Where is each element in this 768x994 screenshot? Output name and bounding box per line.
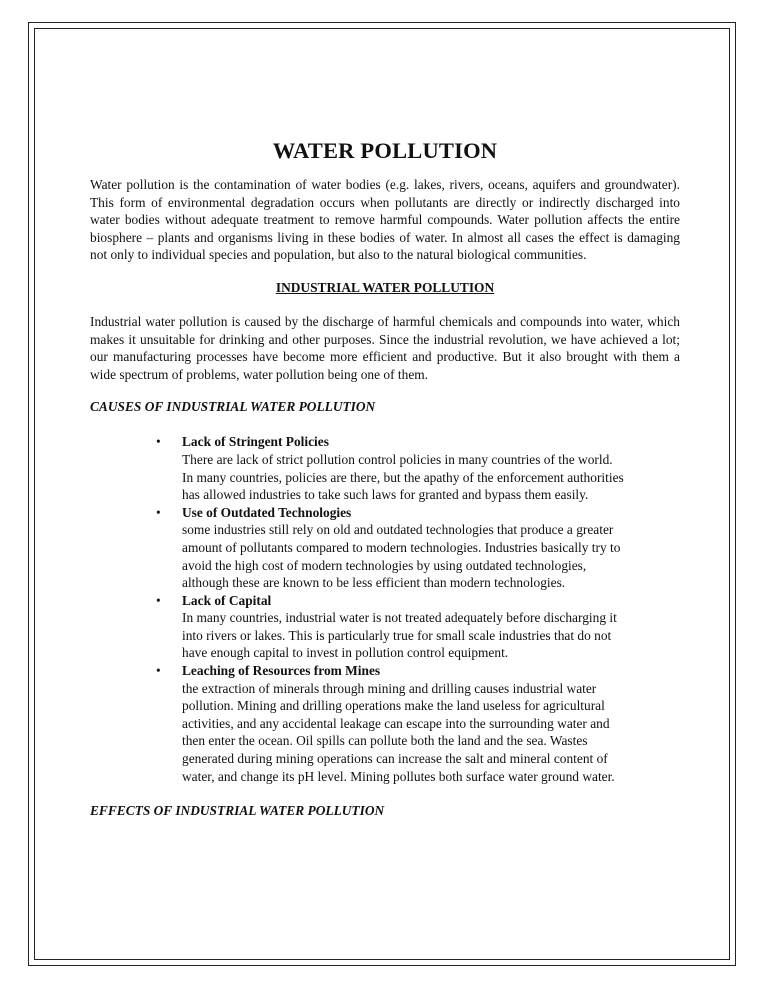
cause-line: into rivers or lakes. This is particularly true for small scale industries that do not [182, 627, 612, 643]
document-body [90, 138, 680, 837]
cause-line: some industries still rely on old and outdated technologies that produce a greater [182, 522, 614, 538]
cause-line: has allowed industries to take such laws for granted and bypass them easily. [182, 487, 589, 503]
bullet-icon: • [156, 663, 161, 679]
cause-line: have enough capital to invest in pollution control equipment. [182, 645, 509, 661]
cause-line: In many countries, policies are there, but the apathy of the enforcement authorities [182, 469, 624, 485]
bullet-icon: • [156, 592, 161, 608]
cause-item [90, 433, 680, 503]
cause-line: pollution. Mining and drilling operations make the land useless for agricultural [182, 698, 605, 714]
cause-line: There are lack of strict pollution control policies in many countries of the world. [182, 451, 613, 467]
cause-line: water, and change its pH level. Mining pollutes both surface water ground water. [182, 768, 615, 784]
cause-title: Use of Outdated Technologies [182, 504, 352, 520]
cause-text [182, 609, 680, 662]
cause-line: amount of pollutants compared to modern technologies. Industries basically try to [182, 539, 621, 555]
cause-text [182, 680, 680, 786]
cause-line: then enter the ocean. Oil spills can pollute both the land and the sea. Wastes [182, 733, 588, 749]
cause-line: In many countries, industrial water is not treated adequately before discharging it [182, 610, 617, 626]
cause-text [182, 521, 680, 591]
cause-text [182, 451, 680, 504]
cause-title: Leaching of Resources from Mines [182, 663, 381, 679]
industrial-paragraph: Industrial water pollution is caused by the discharge of harmful chemicals and compounds into water, which makes it unsuitable for drinking and other purposes. Since the industrial revolution, we have achieved a lot; our manufacturing processes have become more efficient and productive. But it also brought with them a wide spectrum of problems, water pollution being one of them. [90, 313, 680, 382]
cause-line: generated during mining operations can increase the salt and mineral content of [182, 751, 608, 767]
cause-item [90, 504, 680, 592]
causes-heading: CAUSES OF INDUSTRIAL WATER POLLUTION [90, 399, 376, 415]
bullet-icon: • [156, 434, 161, 450]
cause-item [90, 662, 680, 785]
cause-line: the extraction of minerals through mining and drilling causes industrial water [182, 680, 597, 696]
cause-line: avoid the high cost of modern technologies by using outdated technologies, [182, 557, 587, 573]
document-title: WATER POLLUTION [272, 138, 498, 163]
causes-list [90, 433, 680, 785]
industrial-heading: INDUSTRIAL WATER POLLUTION [275, 279, 495, 295]
bullet-icon: • [156, 504, 161, 520]
cause-item [90, 592, 680, 662]
cause-title: Lack of Stringent Policies [182, 434, 329, 450]
cause-title: Lack of Capital [182, 592, 272, 608]
cause-line: activities, and any accidental leakage can escape into the surrounding water and [182, 715, 610, 731]
intro-paragraph: Water pollution is the contamination of water bodies (e.g. lakes, rivers, oceans, aquifers and groundwater). This form of environmental degradation occurs when pollutants are directly or indirectly discharged into water bodies without adequate treatment to remove harmful compounds. Water pollution affects the entire biosphere – plants and organisms living in these bodies of water. In almost all cases the effect is damaging not only to individual species and population, but also to the natural biological communities. [90, 177, 680, 263]
effects-heading: EFFECTS OF INDUSTRIAL WATER POLLUTION [90, 803, 385, 819]
cause-line: although these are known to be less efficient than modern technologies. [182, 575, 566, 591]
